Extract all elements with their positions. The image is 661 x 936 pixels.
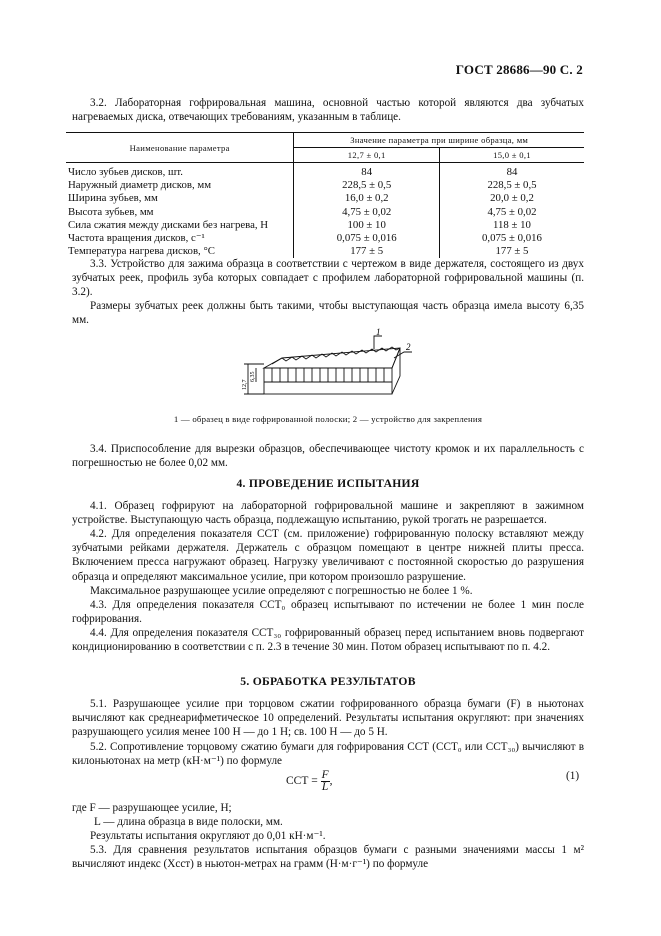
row-value-1: 4,75 ± 0,02 xyxy=(294,206,440,219)
paragraph-3-4: 3.4. Приспособление для вырезки образцов, обеспечивающее чистоту кромок и их параллельность с погрешностью не более 0,02 мм. xyxy=(72,443,584,470)
table-row xyxy=(66,192,584,205)
formula-number: (1) xyxy=(566,770,580,782)
formula-denominator: L xyxy=(321,781,329,793)
holder-top xyxy=(264,348,400,368)
table-row xyxy=(66,232,584,245)
page-header: ГОСТ 28686—90 С. 2 xyxy=(455,62,583,77)
row-value-1: 177 ± 5 xyxy=(294,245,440,258)
figure-dim-6-35: 6,35 xyxy=(250,371,256,382)
figure-label-2: 2 xyxy=(406,342,411,352)
table-subheader-2: 15,0 ± 0,1 xyxy=(440,148,585,163)
paragraph-4-2b: Максимальное разрушающее усилие определяют с погрешностью не более 1 %. xyxy=(90,585,473,597)
formula-lhs: ССТ = xyxy=(286,775,318,788)
where-f: где F — разрушающее усилие, Н; xyxy=(72,802,232,814)
figure-caption: 1 — образец в виде гофрированной полоски; 2 — устройство для закрепления xyxy=(173,414,483,424)
row-value-2: 84 xyxy=(440,163,585,180)
formula-1 xyxy=(286,770,333,793)
row-value-1: 84 xyxy=(294,163,440,180)
table-row xyxy=(66,219,584,232)
paragraph-5-3: 5.3. Для сравнения результатов испытания образцов бумаги с разными значениями массы 1 м² вычисляют индекс (Xссᴛ) в ньютон-метрах на грамм (Н·м·г⁻¹) по формуле xyxy=(72,844,584,871)
paragraph-4-2: 4.2. Для определения показателя ССТ (см. приложение) гофрированную полоску вставляют между зубчатыми рейками держателя. Держатель с образцом помещают в центре нижней плиты пресса. Включением пресса нагружают образец. Нагрузку увеличивают с постоянной скоростью до разрушения образца и определяют максимальное усилие, при котором произошло разрушение. xyxy=(72,528,584,583)
paragraph-5-1: 5.1. Разрушающее усилие при торцовом сжатии гофрированного образца бумаги (F) в ньютонах вычисляют как среднеарифметическое 10 определений. Результаты испытания округляют: при значениях разрушающего усилия менее 100 Н — до 1 Н; св. 100 Н — до 5 Н. xyxy=(72,698,584,739)
paragraph-3-3: 3.3. Устройство для зажима образца в соответствии с чертежом в виде держателя, состоящего из двух зубчатых реек, профиль зуба которых совпадает с профилем лабораторной гофрировальной машины (п. 3.2). xyxy=(72,258,584,299)
paragraph-4-3: 4.3. Для определения показателя ССТ₀ образец испытывают по истечении не более 1 мин после гофрирования. xyxy=(72,599,584,626)
holder-teeth xyxy=(272,368,384,382)
row-value-2: 177 ± 5 xyxy=(440,245,585,258)
where-l: L — длина образца в виде полоски, мм. xyxy=(94,816,283,828)
row-value-2: 228,5 ± 0,5 xyxy=(440,179,585,192)
row-value-1: 0,075 ± 0,016 xyxy=(294,232,440,245)
section-4-heading: 4. ПРОВЕДЕНИЕ ИСПЫТАНИЯ xyxy=(236,477,420,490)
row-value-1: 100 ± 10 xyxy=(294,219,440,232)
formula-fraction xyxy=(321,770,330,793)
row-name: Частота вращения дисков, с⁻¹ xyxy=(68,232,205,245)
row-value-1: 228,5 ± 0,5 xyxy=(294,179,440,192)
row-name: Сила сжатия между дисками без нагрева, Н xyxy=(68,218,269,231)
formula-numerator: F xyxy=(321,769,329,781)
row-value-2: 20,0 ± 0,2 xyxy=(440,192,585,205)
table-row xyxy=(66,179,584,192)
row-name: Температура нагрева дисков, °С xyxy=(68,245,215,258)
section-5-heading: 5. ОБРАБОТКА РЕЗУЛЬТАТОВ xyxy=(240,675,416,688)
rounding-note: Результаты испытания округляют до 0,01 кН·м⁻¹. xyxy=(90,830,326,842)
parameters-table xyxy=(66,132,584,258)
table-row xyxy=(66,206,584,219)
paragraph-3-3b: Размеры зубчатых реек должны быть такими, чтобы выступающая часть образца имела высоту 6,35 мм. xyxy=(72,300,584,327)
paragraph-4-1: 4.1. Образец гофрируют на лабораторной гофрировальной машине и закрепляют в зажимном устройстве. Выступающую часть образца, подлежащую испытанию, рукой трогать не разрешается. xyxy=(72,500,584,527)
row-value-2: 0,075 ± 0,016 xyxy=(440,232,585,245)
formula-tail: , xyxy=(329,775,333,788)
row-value-2: 118 ± 10 xyxy=(440,219,585,232)
figure-dim-12-7: 12,7 xyxy=(242,379,248,390)
figure-label-1: 1 xyxy=(376,328,381,337)
table-header-group: Значение параметра при ширине образца, мм xyxy=(294,133,584,148)
clamp-drawing xyxy=(224,328,438,408)
paragraph-5-2: 5.2. Сопротивление торцовому сжатию бумаги для гофрирования ССТ (ССТ₀ или ССТ₃₀) вычисляют в килоньютонах на метр (кН·м⁻¹) по формуле xyxy=(72,741,584,768)
paragraph-4-4: 4.4. Для определения показателя ССТ₃₀ гофрированный образец перед испытанием вновь подвергают кондиционированию в соответствии с п. 2.3 в течение 30 мин. Потом образец испытывают по п. 4.2. xyxy=(72,627,584,654)
row-value-1: 16,0 ± 0,2 xyxy=(294,192,440,205)
row-name: Наружный диаметр дисков, мм xyxy=(68,179,212,192)
table-header-name: Наименование параметра xyxy=(66,133,294,163)
table-row xyxy=(66,163,584,180)
leader-1 xyxy=(374,336,382,349)
table-subheader-1: 12,7 ± 0,1 xyxy=(294,148,440,163)
row-name: Число зубьев дисков, шт. xyxy=(68,166,183,179)
row-name: Высота зубьев, мм xyxy=(68,205,154,218)
row-value-2: 4,75 ± 0,02 xyxy=(440,206,585,219)
paragraph-3-2: 3.2. Лабораторная гофрировальная машина, основной частью которой являются два зубчатых нагреваемых диска, отвечающих требованиям, указанным в таблице. xyxy=(72,97,584,124)
row-name: Ширина зубьев, мм xyxy=(68,192,158,205)
